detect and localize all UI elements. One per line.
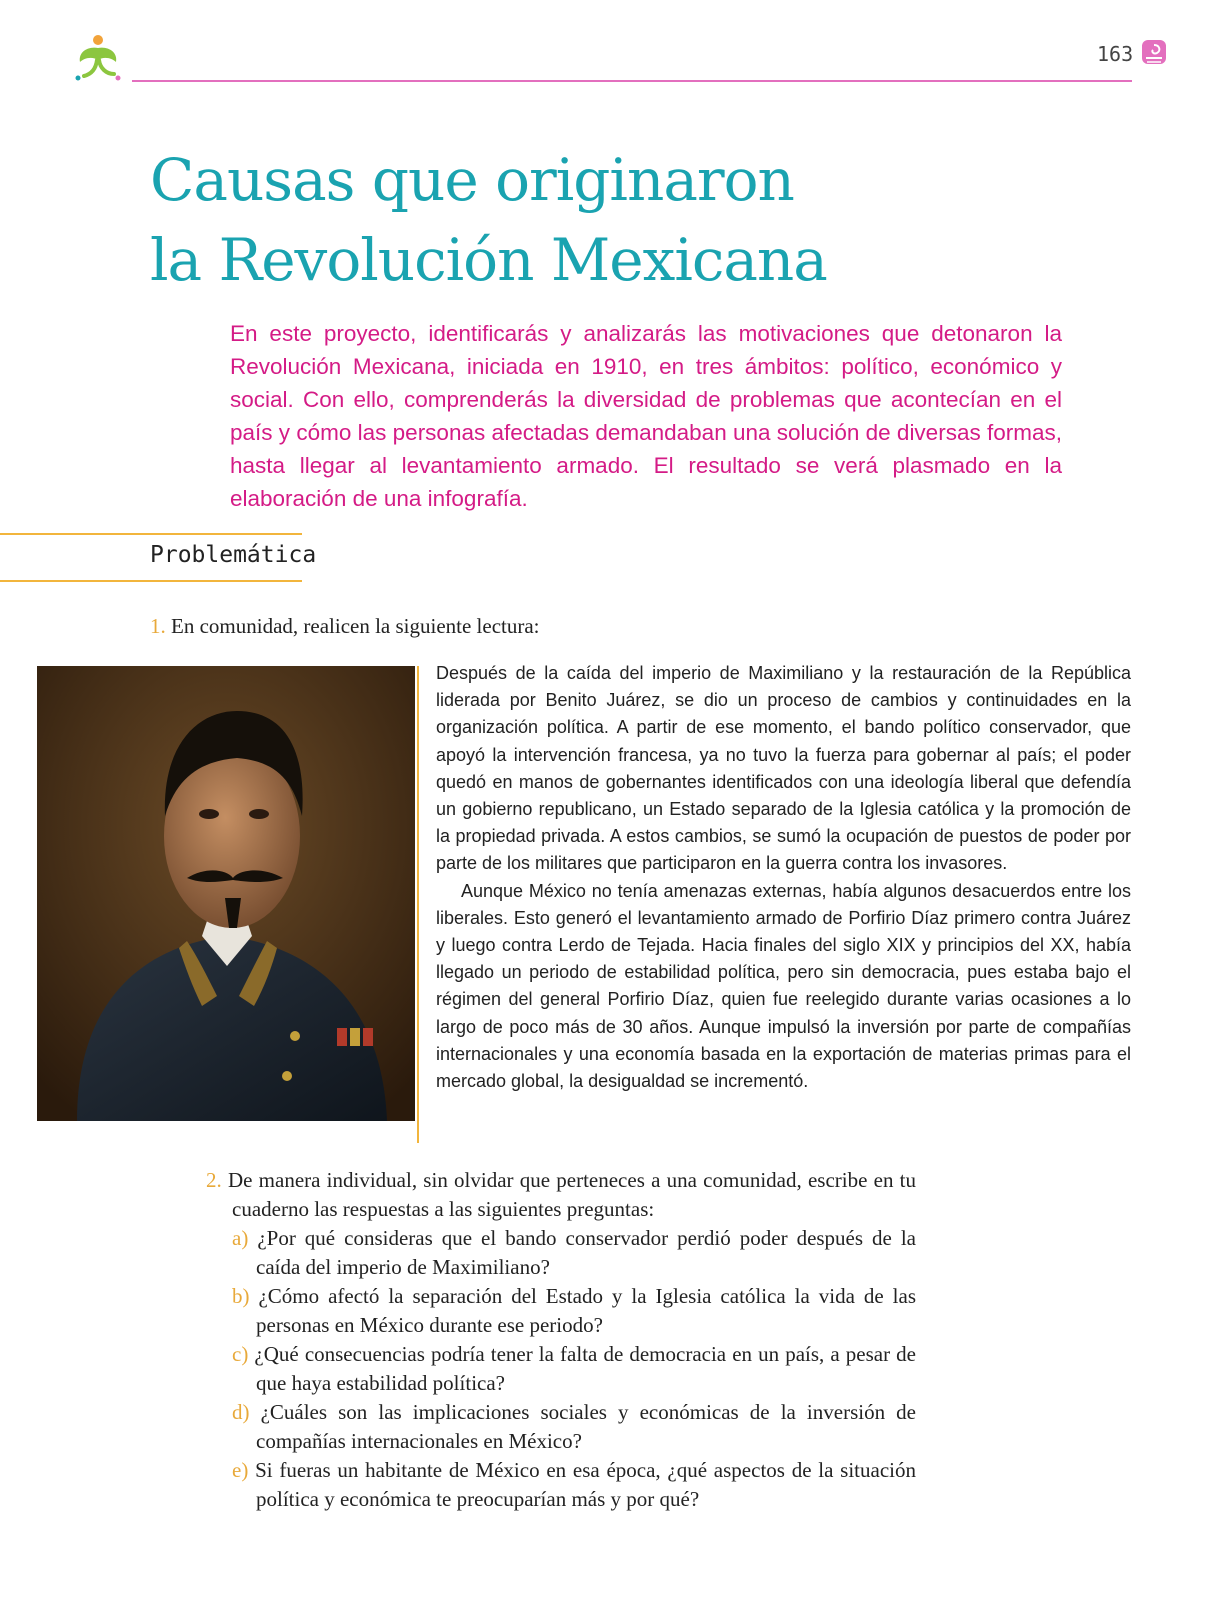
question-letter: c) — [232, 1342, 249, 1366]
activity-2 — [206, 1166, 916, 1514]
activity-2-text: De manera individual, sin olvidar que perteneces a una comunidad, escribe en tu cuaderno las respuestas a las siguientes preguntas: — [227, 1168, 916, 1221]
question-item — [232, 1456, 916, 1514]
reading-paragraph-1: Después de la caída del imperio de Maximiliano y la restauración de la República liderada por Benito Juárez, se dio un proceso de cambios y continuidades en la organización política. A partir de ese momento, el bando político conservador, que apoyó la intervención francesa, ya no tuvo la fuerza para gobernar al país; el poder quedó en manos de gobernantes identificados con una ideología liberal que defendía un gobierno republicano, un Estado separado de la Iglesia católica y la promoción de la propiedad privada. A estos cambios, se sumó la ocupación de puestos de poder por parte de los militares que participaron en la guerra contra los invasores. — [436, 663, 1131, 874]
activity-1-number: 1. — [150, 614, 166, 638]
intro-paragraph: En este proyecto, identificarás y analizarás las motivaciones que detonaron la Revolución Mexicana, iniciada en 1910, en tres ámbitos: político, económico y social. Con ello, comprenderás la diversidad de problemas que acontecían en el país y cómo las personas afectadas demandaban una solución de diversas formas, hasta llegar al levantamiento armado. El resultado se verá plasmado en la elaboración de una infografía. — [230, 321, 1062, 511]
question-list — [206, 1224, 916, 1514]
activity-1-text: En comunidad, realicen la siguiente lectura: — [171, 614, 540, 638]
section-heading: Problemática — [150, 542, 317, 568]
page-number: 163 — [1097, 42, 1134, 66]
reading-rule — [417, 666, 419, 1143]
question-text: Si fueras un habitante de México en esa época, ¿qué aspectos de la situación política y económica te preocuparían más y por qué? — [255, 1458, 916, 1511]
page-title-line2: la Revolución Mexicana — [150, 226, 827, 294]
question-letter: a) — [232, 1226, 249, 1250]
question-text: ¿Por qué consideras que el bando conservador perdió poder después de la caída del imperio de Maximiliano? — [256, 1226, 917, 1279]
sprout-figure-logo-icon — [70, 30, 126, 86]
question-text: ¿Cuáles son las implicaciones sociales y económicas de la inversión de compañías internacionales en México? — [256, 1400, 916, 1453]
question-letter: b) — [232, 1284, 250, 1308]
reading-paragraph-2: Aunque México no tenía amenazas externas, había algunos desacuerdos entre los liberales. Esto generó el levantamiento armado de Porfirio Díaz primero contra Juárez y luego contra Lerdo de Tejada. Hacia finales del siglo XIX y principios del XX, había llegado un periodo de estabilidad política, pero sin democracia, pues estaba bajo el régimen del general Porfirio Díaz, quien fue reelegido durante varias ocasiones a lo largo de poco más de 30 años. Aunque impulsó la inversión por parte de compañías internacionales y una economía basada en la exportación de materias primas para el mercado global, la desigualdad se incrementó. — [436, 880, 1131, 1092]
question-text: ¿Cómo afectó la separación del Estado y la Iglesia católica la vida de las personas en México durante ese periodo? — [256, 1284, 917, 1337]
question-item — [232, 1282, 916, 1340]
question-letter: e) — [232, 1458, 249, 1482]
activity-1 — [150, 614, 540, 639]
section-rule-top — [0, 533, 302, 535]
question-text: ¿Qué consecuencias podría tener la falta de democracia en un país, a pesar de que haya estabilidad política? — [254, 1342, 917, 1395]
question-letter: d) — [232, 1400, 250, 1424]
reading-text — [436, 660, 1131, 1095]
question-item — [232, 1340, 916, 1398]
activity-2-lead — [206, 1166, 916, 1224]
page-title — [150, 140, 827, 300]
section-rule-bottom — [0, 580, 302, 582]
activity-2-number: 2. — [206, 1168, 222, 1192]
spiral-glyph-icon — [1140, 38, 1168, 66]
portrait-painting-image — [37, 666, 415, 1121]
question-item — [232, 1224, 916, 1282]
question-item — [232, 1398, 916, 1456]
header-rule — [132, 80, 1132, 82]
page-title-line1: Causas que originaron — [150, 146, 794, 214]
